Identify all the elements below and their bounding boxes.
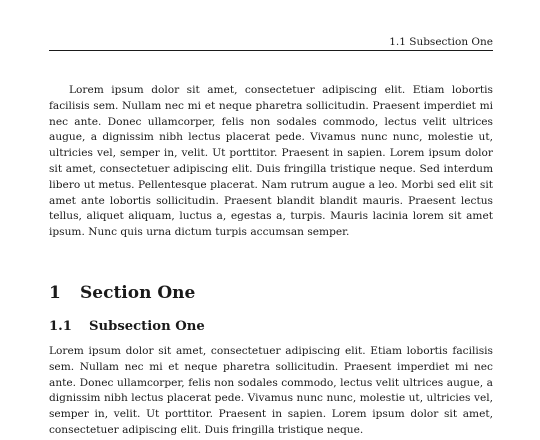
subsection-number: 1.1: [49, 319, 72, 334]
section-heading: [49, 282, 195, 304]
subsection-heading: [49, 318, 205, 335]
section-title: Section One: [80, 283, 196, 303]
running-header: [49, 36, 493, 51]
section-number: 1: [49, 283, 61, 303]
running-header-title: 1.1 Subsection One: [389, 36, 493, 48]
body-paragraph: Lorem ipsum dolor sit amet, consectetuer adipiscing elit. Etiam lobortis facilisis sem. Nullam nec mi et neque pharetra sollicitudin. Praesent imperdiet mi nec ante. Donec ullamcorper, felis non sodales commodo, lectus velit ultrices augue, a dignissim nibh lectus placerat pede. Vivamus nunc nunc, molestie ut, ultricies vel, semper in, velit. Ut porttitor. Praesent in sapien. Lorem ipsum dolor sit amet, consectetuer adipiscing elit. Duis fringilla tristique neque.: [49, 345, 493, 436]
subsection-title: Subsection One: [89, 319, 205, 334]
intro-paragraph: Lorem ipsum dolor sit amet, consectetuer adipiscing elit. Etiam lobortis facilisis sem. Nullam nec mi et neque pharetra sollicitudin. Praesent imperdiet mi nec ante. Donec ullamcorper, felis non sodales commodo, lectus velit ultrices augue, a dignissim nibh lectus placerat pede. Vivamus nunc nunc, molestie ut, ultricies vel, semper in, velit. Ut porttitor. Praesent in sapien. Lorem ipsum dolor sit amet, consectetuer adipiscing elit. Duis fringilla tristique neque. Sed interdum libero ut metus. Pellentesque placerat. Nam rutrum augue a leo. Morbi sed elit sit amet ante lobortis sollicitudin. Praesent blandit blandit mauris. Praesent lectus tellus, aliquet aliquam, luctus a, egestas a, turpis. Mauris lacinia lorem sit amet ipsum. Nunc quis urna dictum turpis accumsan semper.: [49, 84, 493, 239]
